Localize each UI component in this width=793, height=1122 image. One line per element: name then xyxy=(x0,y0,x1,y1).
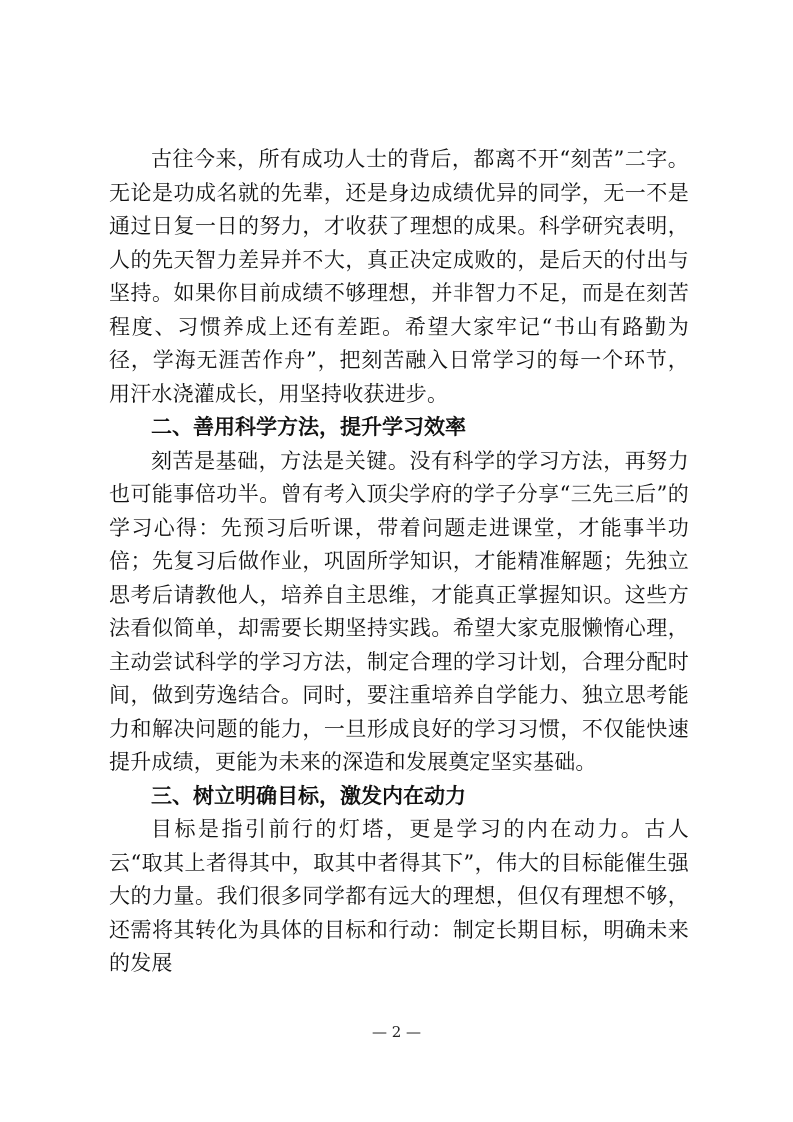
paragraph-goals: 目标是指引前行的灯塔，更是学习的内在动力。古人云“取其上者得其中，取其中者得其下”，伟大的目标能催生强大的力量。我们很多同学都有远大的理想，但仅有理想不够，还需将其转化为具体的目标和行动：制定长期目标，明确未来的发展 xyxy=(109,817,689,975)
section-heading-goals: 三、树立明确目标，激发内在动力 xyxy=(151,783,466,808)
paragraph-methods: 刻苦是基础，方法是关键。没有科学的学习方法，再努力也可能事倍功半。曾有考入顶尖学府的学子分享“三先三后”的学习心得：先预习后听课，带着问题走进课堂，才能事半功倍；先复习后做作业，巩固所学知识，才能精准解题；先独立思考后请教他人，培养自主思维，才能真正掌握知识。这些方法看似简单，却需要长期坚持实践。希望大家克服懒惰心理，主动尝试科学的学习方法，制定合理的学习计划，合理分配时间，做到劳逸结合。同时，要注重培养自学能力、独立思考能力和解决问题的能力，一旦形成良好的学习习惯，不仅能快速提升成绩，更能为未来的深造和发展奠定坚实基础。 xyxy=(109,448,689,774)
section-heading-methods: 二、善用科学方法，提升学习效率 xyxy=(151,415,466,439)
page-number: — 2 — xyxy=(371,1023,422,1041)
paragraph-diligence: 古往今来，所有成功人士的背后，都离不开“刻苦”二字。无论是功成名就的先辈，还是身边成绩优异的同学，无一不是通过日复一日的努力，才收获了理想的成果。科学研究表明，人的先天智力差异并不大，真正决定成败的，是后天的付出与坚持。如果你目前成绩不够理想，并非智力不足，而是在刻苦程度、习惯养成上还有差距。希望大家牢记“书山有路勤为径，学海无涯苦作舟”，把刻苦融入日常学习的每一个环节，用汗水浇灌成长，用坚持收获进步。 xyxy=(109,147,689,406)
document-body xyxy=(109,143,689,981)
